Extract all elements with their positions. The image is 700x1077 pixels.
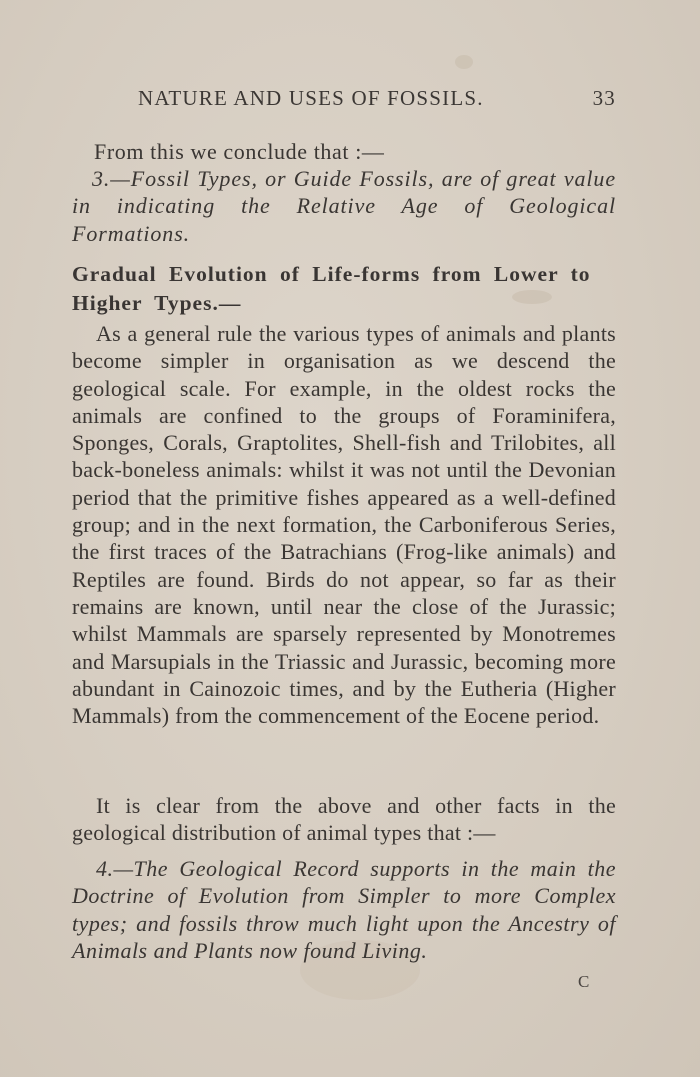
section-heading: Gradual Evolution of Life-forms from Lower to Higher Types.— [72, 262, 591, 315]
intro-line: From this we conclude that :— [94, 139, 385, 164]
running-title: NATURE AND USES OF FOSSILS. [138, 86, 484, 110]
paragraph-distribution: It is clear from the above and other facts in the geological distribution of animal types that :— [72, 793, 616, 846]
page-number: 33 [592, 86, 616, 110]
conclusion-4: 4.—The Geological Record supports in the main the Doctrine of Evolution from Simpler to more Complex types; and fossils throw much light upon the Ancestry of Animals and Plants now found Living. [72, 856, 616, 963]
paragraph-evolution: As a general rule the various types of animals and plants become simpler in organisation as we descend the geological scale. For example, in the oldest rocks the animals are confined to the groups of Foraminifera, Sponges, Corals, Graptolites, Shell-fish and Trilobites, all back-boneless animals: whilst it was not until the Devonian period that the primitive fishes appeared as a well-defined group; and in the next formation, the Carboniferous Series, the first traces of the Batrachians (Frog-like animals) and Reptiles are found. Birds do not appear, so far as their remains are known, until near the close of the Jurassic; whilst Mammals are sparsely represented by Monotremes and Marsupials in the Triassic and Jurassic, becoming more abundant in Cainozoic times, and by the Eutheria (Higher Mammals) from the commencement of the Eocene period. [72, 321, 616, 729]
running-header [138, 86, 618, 116]
conclusion-3: 3.—Fossil Types, or Guide Fossils, are of great value in indicating the Relative Age of Geological Formations. [72, 166, 616, 246]
signature-mark: C [578, 972, 590, 991]
paper-stain [455, 55, 473, 69]
